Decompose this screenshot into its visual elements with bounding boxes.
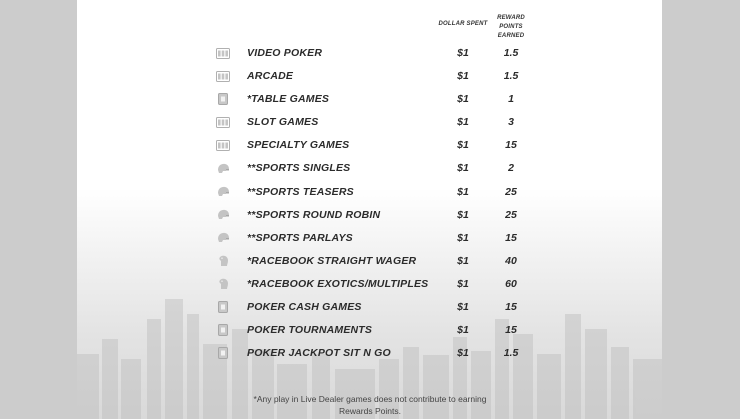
dollar-spent-value: $1 <box>457 301 469 314</box>
game-type-label: *RACEBOOK STRAIGHT WAGER <box>247 254 417 267</box>
game-type-label: SPECIALTY GAMES <box>247 139 350 152</box>
table-row <box>77 273 662 296</box>
rewards-panel <box>77 0 662 419</box>
dollar-spent-value: $1 <box>457 277 469 290</box>
column-header-reward-points: REWARD POINTS EARNED <box>497 15 525 39</box>
game-type-label: POKER JACKPOT SIT N GO <box>247 347 391 360</box>
game-type-label: *RACEBOOK EXOTICS/MULTIPLES <box>247 277 429 290</box>
rewards-table <box>77 42 662 365</box>
slot-machine-icon <box>216 116 230 128</box>
dollar-spent-value: $1 <box>457 70 469 83</box>
reward-points-value: 15 <box>505 231 517 244</box>
game-type-label: **SPORTS PARLAYS <box>247 231 353 244</box>
slot-machine-icon <box>216 139 230 151</box>
dollar-spent-value: $1 <box>457 162 469 175</box>
horse-head-icon <box>216 255 230 267</box>
slot-machine-icon <box>216 70 230 82</box>
game-type-label: **SPORTS SINGLES <box>247 162 351 175</box>
table-row <box>77 111 662 134</box>
reward-points-value: 1 <box>508 93 514 106</box>
dollar-spent-value: $1 <box>457 347 469 360</box>
dollar-spent-value: $1 <box>457 139 469 152</box>
playing-card-icon <box>216 324 230 336</box>
football-helmet-icon <box>216 162 230 174</box>
dollar-spent-value: $1 <box>457 208 469 221</box>
table-row <box>77 42 662 65</box>
game-type-label: *TABLE GAMES <box>247 93 330 106</box>
table-row <box>77 319 662 342</box>
table-row <box>77 227 662 250</box>
reward-points-value: 2 <box>508 162 514 175</box>
dollar-spent-value: $1 <box>457 116 469 129</box>
game-type-label: **SPORTS TEASERS <box>247 185 354 198</box>
table-row <box>77 250 662 273</box>
reward-points-value: 15 <box>505 301 517 314</box>
table-row <box>77 88 662 111</box>
football-helmet-icon <box>216 209 230 221</box>
game-type-label: VIDEO POKER <box>247 47 323 59</box>
playing-card-icon <box>216 347 230 359</box>
table-row <box>77 181 662 204</box>
table-row <box>77 342 662 365</box>
table-row <box>77 65 662 88</box>
football-helmet-icon <box>216 186 230 198</box>
game-type-label: SLOT GAMES <box>247 116 319 129</box>
reward-points-value: 60 <box>505 277 517 290</box>
column-header-dollar-spent: DOLLAR SPENT <box>438 21 488 27</box>
game-type-label: POKER TOURNAMENTS <box>247 324 373 337</box>
game-type-label: **SPORTS ROUND ROBIN <box>247 208 381 221</box>
footnote: *Any play in Live Dealer games does not contribute to earning Rewards Points. <box>253 394 487 416</box>
reward-points-value: 3 <box>508 116 514 129</box>
reward-points-value: 25 <box>505 185 517 198</box>
game-type-label: POKER CASH GAMES <box>247 301 362 314</box>
table-row <box>77 296 662 319</box>
table-row <box>77 204 662 227</box>
horse-head-icon <box>216 278 230 290</box>
reward-points-value: 15 <box>505 324 517 337</box>
dollar-spent-value: $1 <box>457 231 469 244</box>
reward-points-value: 40 <box>505 254 517 267</box>
football-helmet-icon <box>216 232 230 244</box>
dollar-spent-value: $1 <box>457 254 469 267</box>
reward-points-value: 1.5 <box>503 70 519 83</box>
dollar-spent-value: $1 <box>457 93 469 106</box>
reward-points-value: 1.5 <box>503 347 519 360</box>
reward-points-value: 1.5 <box>503 47 519 59</box>
table-row <box>77 134 662 157</box>
playing-card-icon <box>216 93 230 105</box>
dollar-spent-value: $1 <box>457 324 469 337</box>
game-type-label: ARCADE <box>247 70 294 83</box>
reward-points-value: 15 <box>505 139 517 152</box>
slot-machine-icon <box>216 47 230 59</box>
reward-points-value: 25 <box>505 208 517 221</box>
dollar-spent-value: $1 <box>457 47 469 59</box>
playing-card-icon <box>216 301 230 313</box>
table-row <box>77 157 662 180</box>
dollar-spent-value: $1 <box>457 185 469 198</box>
